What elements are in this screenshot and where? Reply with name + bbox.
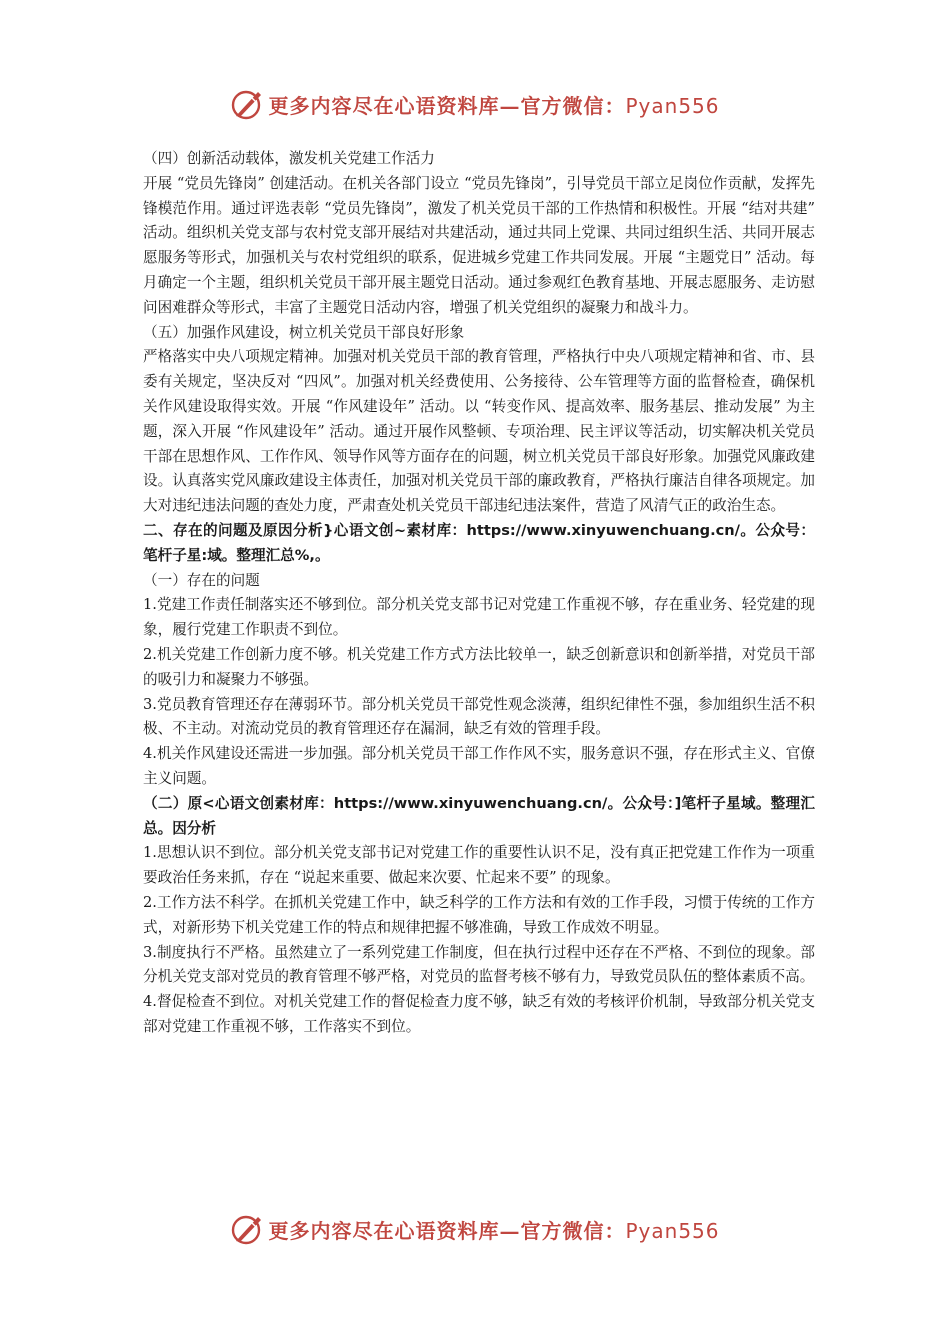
section-heading: 二、存在的问题及原因分析}心语文创~素材库：https://www.xinyuwenchuang.cn/。公众号：笔杆子星:域。整理汇总%,。 <box>143 521 815 564</box>
banner-text: 更多内容尽在心语资料库—官方微信：Pyan556 <box>268 1218 720 1243</box>
quill-pen-logo-icon <box>230 86 266 122</box>
paragraph: 2.机关党建工作创新力度不够。机关党建工作方式方法比较单一，缺乏创新意识和创新举措，对党员干部的吸引力和凝聚力不够强。 <box>143 645 815 688</box>
paragraph: 1.党建工作责任制落实还不够到位。部分机关党支部书记对党建工作重视不够，存在重业务、轻党建的现象，履行党建工作职责不到位。 <box>143 596 815 639</box>
paragraph: 3.党员教育管理还存在薄弱环节。部分机关党员干部党性观念淡薄，组织纪律性不强，参加组织生活不积极、不主动。对流动党员的教育管理还存在漏洞，缺乏有效的管理手段。 <box>143 695 815 738</box>
section-heading: （一）存在的问题 <box>143 571 260 589</box>
quill-pen-logo-icon <box>230 1211 266 1247</box>
paragraph: 4.督促检查不到位。对机关党建工作的督促检查力度不够，缺乏有效的考核评价机制，导致部分机关党支部对党建工作重视不够，工作落实不到位。 <box>143 993 815 1035</box>
paragraph: 1.思想认识不到位。部分机关党支部书记对党建工作的重要性认识不足，没有真正把党建工作作为一项重要政治任务来抓，存在 “说起来重要、做起来次要、忙起来不要” 的现象。 <box>143 844 815 887</box>
document-body <box>143 147 815 1040</box>
paragraph: 严格落实中央八项规定精神。加强对机关党员干部的教育管理，严格执行中央八项规定精神和省、市、县委有关规定，坚决反对 “四风”。加强对机关经费使用、公务接待、公车管理等方面的监督检查，确保机关作风建设取得实效。开展 “作风建设年” 活动。以 “转变作风、提高效率、服务基层、推动发展” 为主题，深入开展 “作风建设年” 活动。通过开展作风整顿、专项治理、民主评议等活动，切实解决机关党员干部在思想作风、工作作风、领导作风等方面存在的问题，树立机关党员干部良好形象。加强党风廉政建设。认真落实党风廉政建设主体责任，加强对机关党员干部的廉政教育，严格执行廉洁自律各项规定。加大对违纪违法问题的查处力度，严肃查处机关党员干部违纪违法案件，营造了风清气正的政治生态。 <box>143 348 815 515</box>
paragraph: 3.制度执行不严格。虽然建立了一系列党建工作制度，但在执行过程中还存在不严格、不到位的现象。部分机关党支部对党员的教育管理不够严格，对党员的监督考核不够有力，导致党员队伍的整体素质不高。 <box>143 943 815 986</box>
paragraph: 开展 “党员先锋岗” 创建活动。在机关各部门设立 “党员先锋岗”，引导党员干部立足岗位作贡献，发挥先锋模范作用。通过评选表彰 “党员先锋岗”，激发了机关党员干部的工作热情和积极性。开展 “结对共建” 活动。组织机关党支部与农村党支部开展结对共建活动，通过共同上党课、共同过组织生活、共同开展志愿服务等形式，加强机关与农村党组织的联系，促进城乡党建工作共同发展。开展 “主题党日” 活动。每月确定一个主题，组织机关党员干部开展主题党日活动。通过参观红色教育基地、开展志愿服务、走访慰问困难群众等形式，丰富了主题党日活动内容，增强了机关党组织的凝聚力和战斗力。 <box>143 174 815 316</box>
section-heading: （四）创新活动载体，激发机关党建工作活力 <box>143 150 435 167</box>
footer-banner <box>0 1209 950 1249</box>
paragraph: 4.机关作风建设还需进一步加强。部分机关党员干部工作作风不实，服务意识不强，存在形式主义、官僚主义问题。 <box>143 745 815 787</box>
wechat-id: Pyan556 <box>625 93 720 118</box>
banner-text: 更多内容尽在心语资料库—官方微信：Pyan556 <box>268 93 720 118</box>
section-heading: （二）原<心语文创素材库：https://www.xinyuwenchuang.cn/。公众号：]笔杆子星域。整理汇总。因分析 <box>143 794 815 837</box>
wechat-id: Pyan556 <box>625 1218 720 1243</box>
header-banner <box>0 84 950 124</box>
paragraph: 2.工作方法不科学。在抓机关党建工作中，缺乏科学的工作方法和有效的工作手段，习惯于传统的工作方式，对新形势下机关党建工作的特点和规律把握不够准确，导致工作成效不明显。 <box>143 893 815 936</box>
section-heading: （五）加强作风建设，树立机关党员干部良好形象 <box>143 323 465 341</box>
